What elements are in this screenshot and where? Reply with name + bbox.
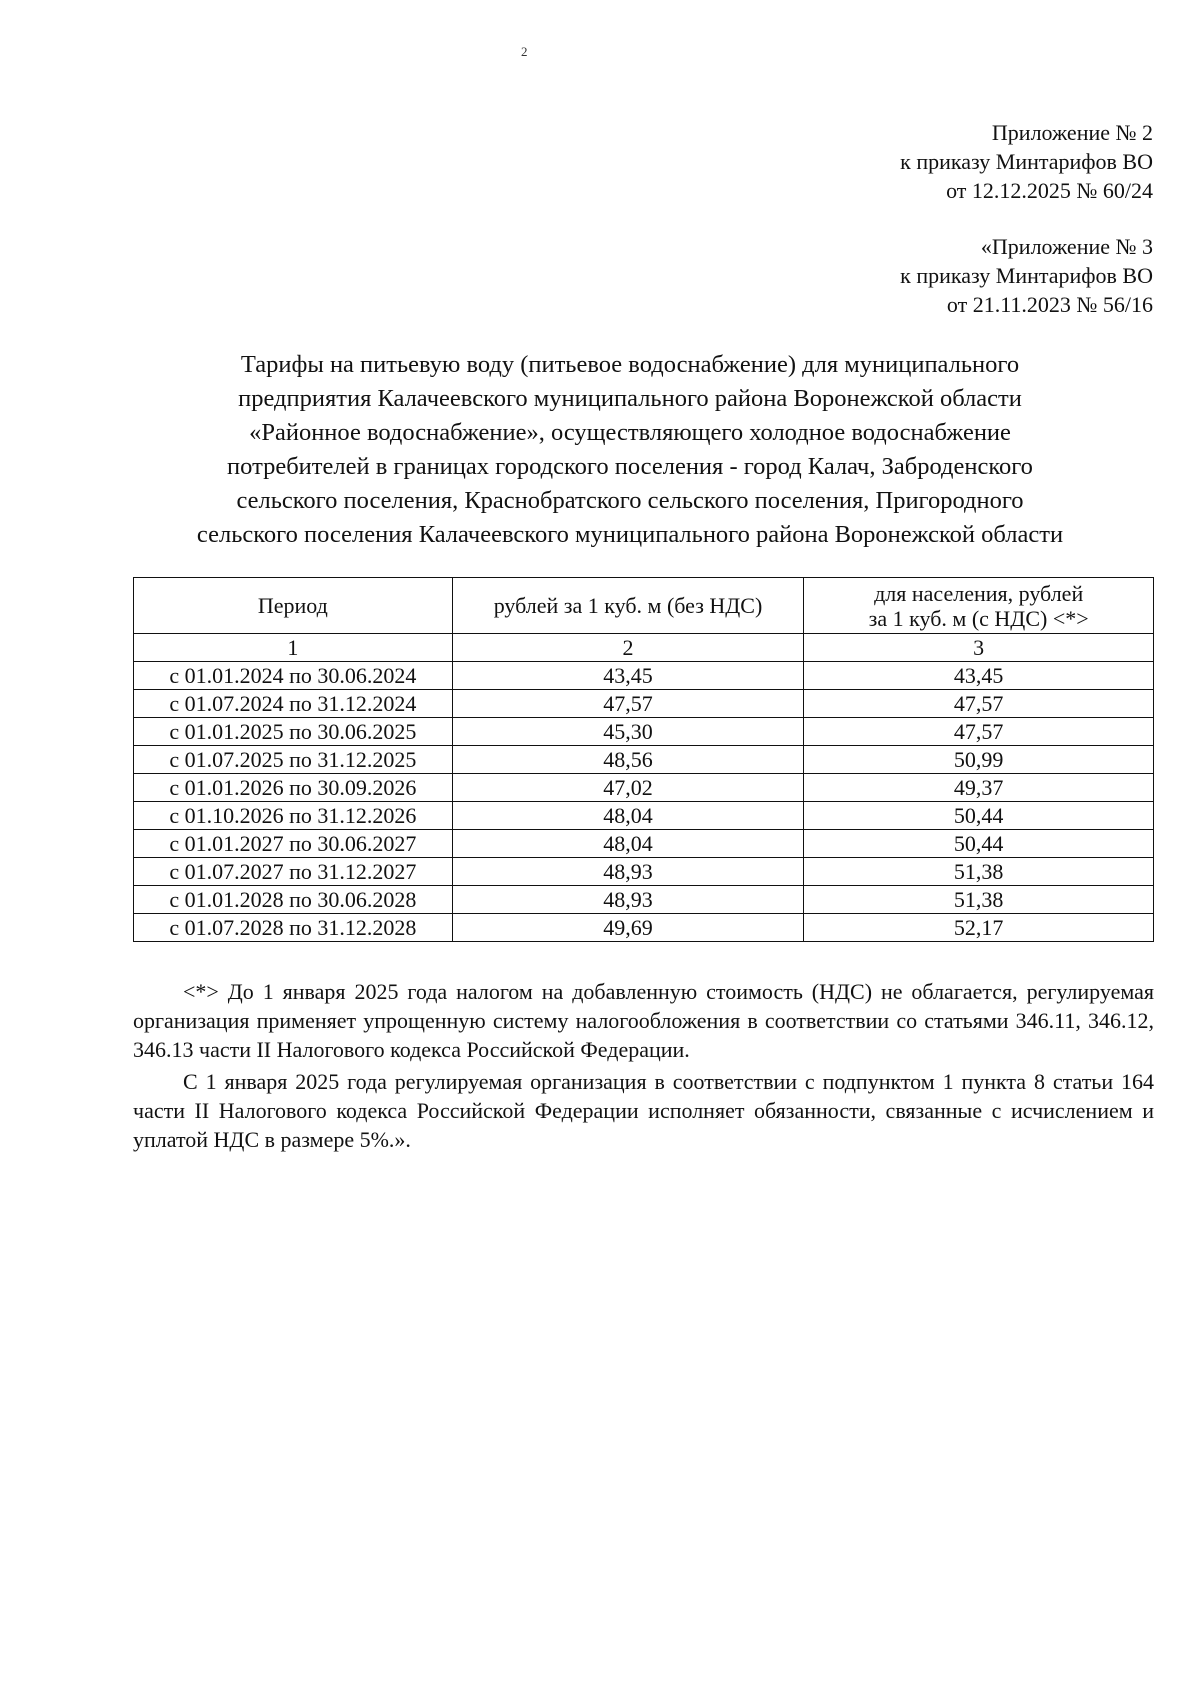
title-line: «Районное водоснабжение», осуществляющего холодное водоснабжение — [249, 419, 1011, 446]
price-no-vat-cell: 47,57 — [452, 690, 804, 718]
price-population-cell: 51,38 — [804, 886, 1154, 914]
table-row — [134, 886, 1154, 914]
document-title — [60, 348, 1200, 552]
header-price-no-vat: рублей за 1 куб. м (без НДС) — [452, 578, 804, 634]
price-no-vat-cell: 48,04 — [452, 802, 804, 830]
period-cell: с 01.01.2028 по 30.06.2028 — [134, 886, 453, 914]
price-population-cell: 43,45 — [804, 662, 1154, 690]
price-population-cell: 50,44 — [804, 830, 1154, 858]
price-no-vat-cell: 47,02 — [452, 774, 804, 802]
table-row — [134, 718, 1154, 746]
period-cell: с 01.07.2028 по 31.12.2028 — [134, 914, 453, 942]
header-price-population-line: за 1 куб. м (с НДС) <*> — [868, 605, 1089, 631]
appendix-order-ref: к приказу Минтарифов ВО — [900, 149, 1153, 174]
price-no-vat-cell: 48,93 — [452, 886, 804, 914]
appendix-order-ref: к приказу Минтарифов ВО — [900, 263, 1153, 288]
price-no-vat-cell: 48,56 — [452, 746, 804, 774]
price-no-vat-cell: 43,45 — [452, 662, 804, 690]
title-line: предприятия Калачеевского муниципального района Воронежской области — [238, 385, 1022, 412]
table-row — [134, 858, 1154, 886]
price-population-cell: 47,57 — [804, 690, 1154, 718]
price-population-cell: 52,17 — [804, 914, 1154, 942]
price-no-vat-cell: 45,30 — [452, 718, 804, 746]
column-number: 2 — [452, 634, 804, 662]
price-population-cell: 47,57 — [804, 718, 1154, 746]
table-row — [134, 802, 1154, 830]
price-population-cell: 49,37 — [804, 774, 1154, 802]
column-number: 1 — [134, 634, 453, 662]
price-population-cell: 51,38 — [804, 858, 1154, 886]
header-price-population — [804, 578, 1154, 634]
table-row — [134, 914, 1154, 942]
header-period: Период — [134, 578, 453, 634]
table-row — [134, 690, 1154, 718]
column-number: 3 — [804, 634, 1154, 662]
table-row — [134, 774, 1154, 802]
header-price-population-line: для населения, рублей — [874, 580, 1084, 606]
period-cell: с 01.07.2024 по 31.12.2024 — [134, 690, 453, 718]
table-row — [134, 662, 1154, 690]
appendix-header-amended — [900, 232, 1153, 319]
price-no-vat-cell: 48,93 — [452, 858, 804, 886]
period-cell: с 01.01.2026 по 30.09.2026 — [134, 774, 453, 802]
price-population-cell: 50,99 — [804, 746, 1154, 774]
title-line: потребителей в границах городского поселения - город Калач, Заброденского — [227, 453, 1033, 480]
page-number: 2 — [521, 44, 530, 59]
column-number-row — [134, 634, 1154, 662]
appendix-header-current — [900, 118, 1153, 205]
period-cell: с 01.01.2027 по 30.06.2027 — [134, 830, 453, 858]
period-cell: с 01.07.2027 по 31.12.2027 — [134, 858, 453, 886]
table-row — [134, 830, 1154, 858]
price-no-vat-cell: 48,04 — [452, 830, 804, 858]
footnote-vat-exemption: <*> До 1 января 2025 года налогом на добавленную стоимость (НДС) не облагается, регулируемая организация применяет упрощенную систему налогообложения в соответствии со статьями 346.11, 346.12, 346.13 части II Налогового кодекса Российской Федерации. — [133, 979, 1154, 1062]
price-population-cell: 50,44 — [804, 802, 1154, 830]
period-cell: с 01.01.2024 по 30.06.2024 — [134, 662, 453, 690]
period-cell: с 01.10.2026 по 31.12.2026 — [134, 802, 453, 830]
appendix-title: Приложение № 2 — [991, 120, 1153, 145]
appendix-order-date: от 12.12.2025 № 60/24 — [946, 178, 1153, 203]
appendix-title: «Приложение № 3 — [980, 234, 1153, 259]
table-row — [134, 746, 1154, 774]
title-line: сельского поселения, Краснобратского сельского поселения, Пригородного — [236, 487, 1024, 514]
period-cell: с 01.07.2025 по 31.12.2025 — [134, 746, 453, 774]
tariff-table — [133, 577, 1154, 942]
footnotes — [133, 977, 1154, 1154]
table-header-row — [134, 578, 1154, 634]
period-cell: с 01.01.2025 по 30.06.2025 — [134, 718, 453, 746]
title-line: сельского поселения Калачеевского муниципального района Воронежской области — [196, 521, 1064, 548]
price-no-vat-cell: 49,69 — [452, 914, 804, 942]
footnote-vat-obligation: С 1 января 2025 года регулируемая организация в соответствии с подпунктом 1 пункта 8 статьи 164 части II Налогового кодекса Российской Федерации исполняет обязанности, связанные с исчислением и уплатой НДС в размере 5%.». — [133, 1069, 1154, 1152]
appendix-order-date: от 21.11.2023 № 56/16 — [946, 292, 1153, 317]
title-line: Тарифы на питьевую воду (питьевое водоснабжение) для муниципального — [240, 351, 1020, 378]
